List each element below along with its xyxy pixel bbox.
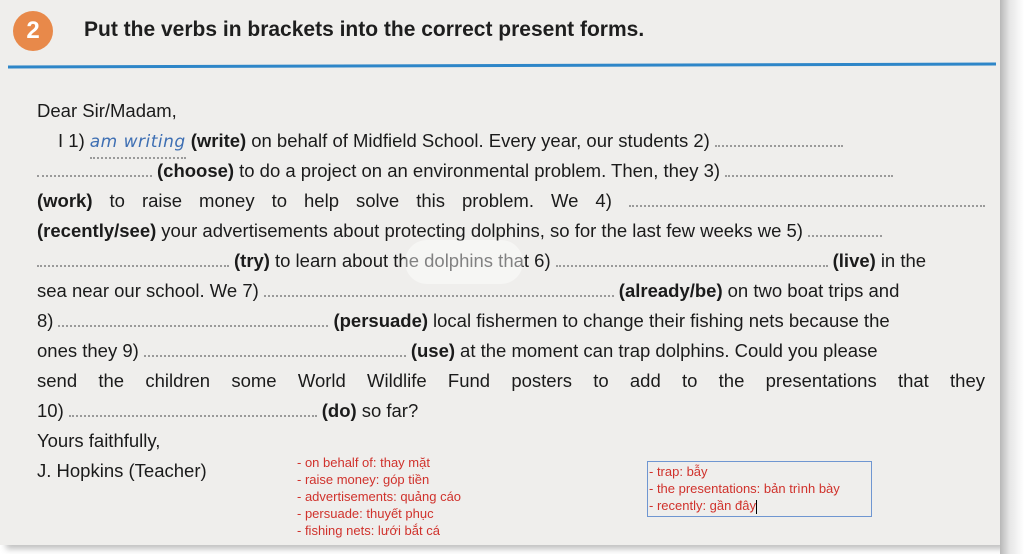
vocab-notes-left	[297, 454, 461, 539]
answer-blank-6[interactable]	[556, 247, 828, 267]
verb-hint-1: (write)	[190, 130, 247, 151]
letter-line-5: (try) to learn about the dolphins that 6) (live) in the	[37, 246, 985, 276]
verb-hint-8: (persuade)	[333, 310, 429, 331]
exercise-number-badge	[13, 11, 53, 51]
answer-blank-5[interactable]	[808, 217, 882, 237]
answer-blank-2-cont[interactable]	[37, 157, 152, 177]
letter-line-3: (work) to raise money to help solve this problem. We 4)	[37, 186, 985, 216]
text-cursor	[756, 500, 757, 514]
vocab-note: - raise money: góp tiền	[297, 472, 430, 487]
verb-hint-5: (try)	[234, 250, 270, 271]
handwritten-answer-1: am writing	[90, 127, 186, 159]
vocab-note: - persuade: thuyết phục	[297, 506, 434, 521]
answer-blank-8[interactable]	[58, 307, 328, 327]
vocab-note: - advertisements: quảng cáo	[297, 489, 462, 504]
letter-line-2: (choose) to do a project on an environmental problem. Then, they 3)	[37, 156, 985, 186]
verb-hint-7: (already/be)	[618, 280, 723, 301]
letter-body	[37, 96, 985, 486]
verb-hint-4: (recently/see)	[37, 220, 157, 241]
answer-blank-3[interactable]	[725, 157, 893, 177]
vocab-note: - trap: bẫy	[649, 464, 708, 479]
verb-hint-10: (do)	[321, 400, 357, 421]
letter-line-8: ones they 9) (use) at the moment can trap dolphins. Could you please	[37, 336, 985, 366]
vocab-note: - on behalf of: thay mặt	[297, 455, 430, 470]
page-edge-shadow	[1000, 0, 1024, 554]
header-divider	[8, 62, 996, 70]
exercise-number: 2	[26, 17, 40, 44]
verb-hint-6: (live)	[832, 250, 876, 271]
letter-closing: Yours faithfully,	[37, 430, 161, 451]
answer-blank-5-cont[interactable]	[37, 247, 229, 267]
letter-line-9: send the children some World Wildlife Fund posters to add to the presentations that they	[37, 370, 985, 391]
letter-line-6: sea near our school. We 7) (already/be) on two boat trips and	[37, 276, 985, 306]
answer-blank-10[interactable]	[69, 397, 317, 417]
letter-line-10: 10) (do) so far?	[37, 396, 985, 426]
letter-line-7: 8) (persuade) local fishermen to change their fishing nets because the	[37, 306, 985, 336]
answer-blank-2[interactable]	[715, 127, 843, 147]
overlay-button-ghost	[405, 240, 523, 284]
vocab-note: - the presentations: bản trình bày	[649, 481, 840, 496]
verb-hint-9: (use)	[410, 340, 456, 361]
verb-hint-2: (choose)	[157, 160, 235, 181]
letter-signature: J. Hopkins (Teacher)	[37, 460, 207, 481]
letter-line-4: (recently/see) your advertisements about protecting dolphins, so for the last few weeks we 5)	[37, 216, 985, 246]
exercise-instruction: Put the verbs in brackets into the correct present forms.	[84, 18, 645, 41]
vocab-notes-textbox[interactable]	[647, 461, 872, 517]
answer-blank-4[interactable]	[629, 187, 985, 207]
answer-blank-9[interactable]	[144, 337, 406, 357]
vocab-note: - recently: gần đây	[649, 498, 756, 513]
letter-line-1: I 1) am writing (write) on behalf of Midfield School. Every year, our students 2)	[37, 126, 985, 156]
vocab-note: - fishing nets: lưới bắt cá	[297, 523, 440, 538]
letter-greeting: Dear Sir/Madam,	[37, 100, 177, 121]
verb-hint-3: (work)	[37, 190, 93, 211]
